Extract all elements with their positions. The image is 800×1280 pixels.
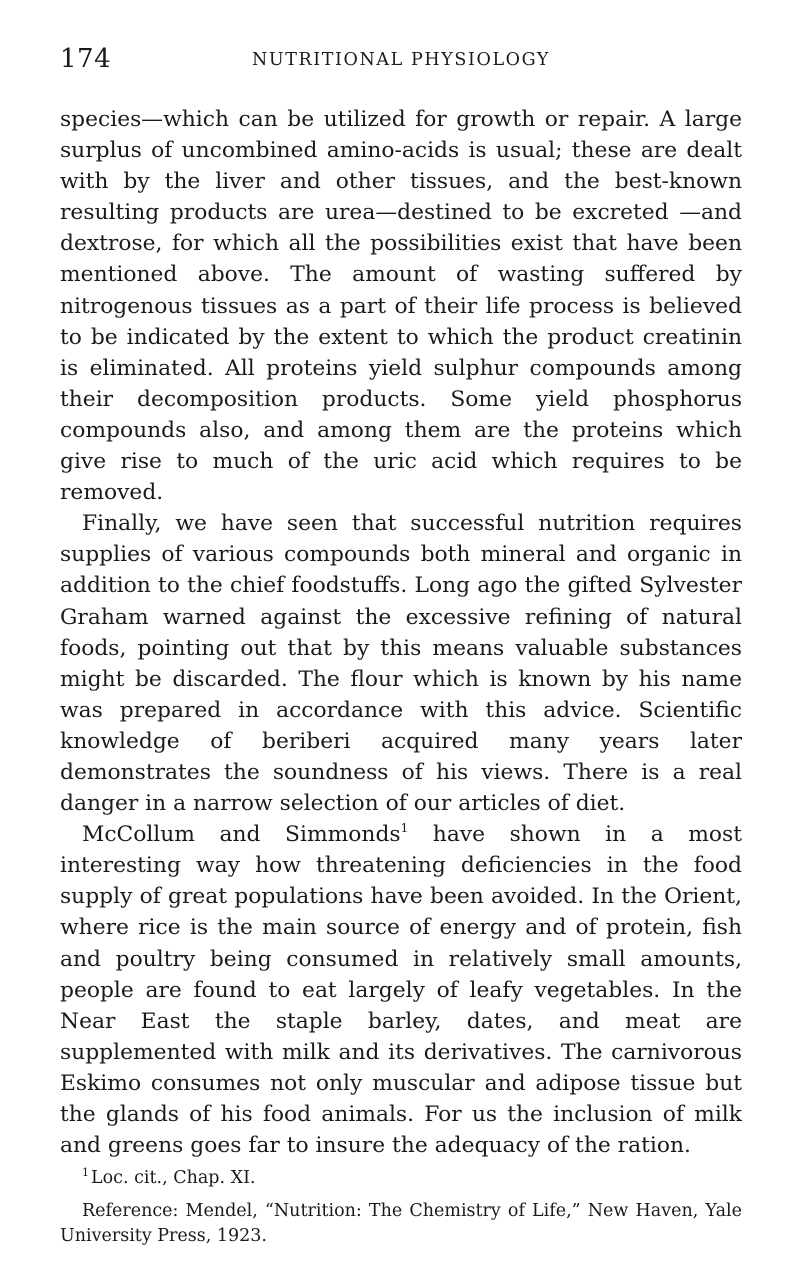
book-page — [60, 44, 742, 1248]
running-head — [60, 44, 742, 84]
page-number: 174 — [60, 44, 112, 74]
paragraph-3 — [60, 819, 742, 1161]
footnote-ref-marker: 1 — [400, 821, 409, 836]
footnote — [60, 1165, 742, 1191]
running-title: NUTRITIONAL PHYSIOLOGY — [251, 50, 551, 70]
paragraph-3-rest: have shown in a most interesting way how threatening deficiencies in the food supply of great populations have been avoided. In the Orient, where rice is the main source of energy and of protein, fish and poultry being consumed in relatively small amounts, people are found to eat largely of leafy vegetables. In the Near East the staple barley, dates, and meat are supplemented with milk and its derivatives. The carnivorous Eskimo consumes not only muscular and adipose tissue but the glands of his food animals. For us the inclusion of milk and greens goes far to insure the adequacy of the ration. — [60, 822, 742, 1159]
paragraph-3-start: McCollum and Simmonds — [82, 822, 401, 848]
reference-note: Reference: Mendel, “Nutrition: The Chemistry of Life,” New Haven, Yale University Press, 1923. — [60, 1201, 742, 1246]
footnote-text: Loc. cit., Chap. XI. — [91, 1168, 256, 1189]
paragraph-1: species—which can be utilized for growth or repair. A large surplus of uncombined amino-acids is usual; these are dealt with by the liver and other tissues, and the best-known resulting products are urea—destined to be excreted —and dextrose, for which all the possibilities exist that have been mentioned above. The amount of wasting suffered by nitrogenous tissues as a part of their life process is believed to be indicated by the extent to which the product creatinin is eliminated. All proteins yield sulphur compounds among their decomposition products. Some yield phosphorus compounds also, and among them are the proteins which give rise to much of the uric acid which requires to be removed. — [60, 107, 742, 506]
paragraph-2: Finally, we have seen that successful nutrition requires supplies of various compounds both mineral and organic in addition to the chief foodstuffs. Long ago the gifted Sylvester Graham warned against the excessive refining of natural foods, pointing out that by this means valuable substances might be discarded. The flour which is known by his name was prepared in accordance with this advice. Scientific knowledge of beriberi acquired many years later demonstrates the soundness of his views. There is a real danger in a narrow selection of our articles of diet. — [60, 511, 742, 817]
footnote-marker: 1 — [82, 1166, 89, 1180]
